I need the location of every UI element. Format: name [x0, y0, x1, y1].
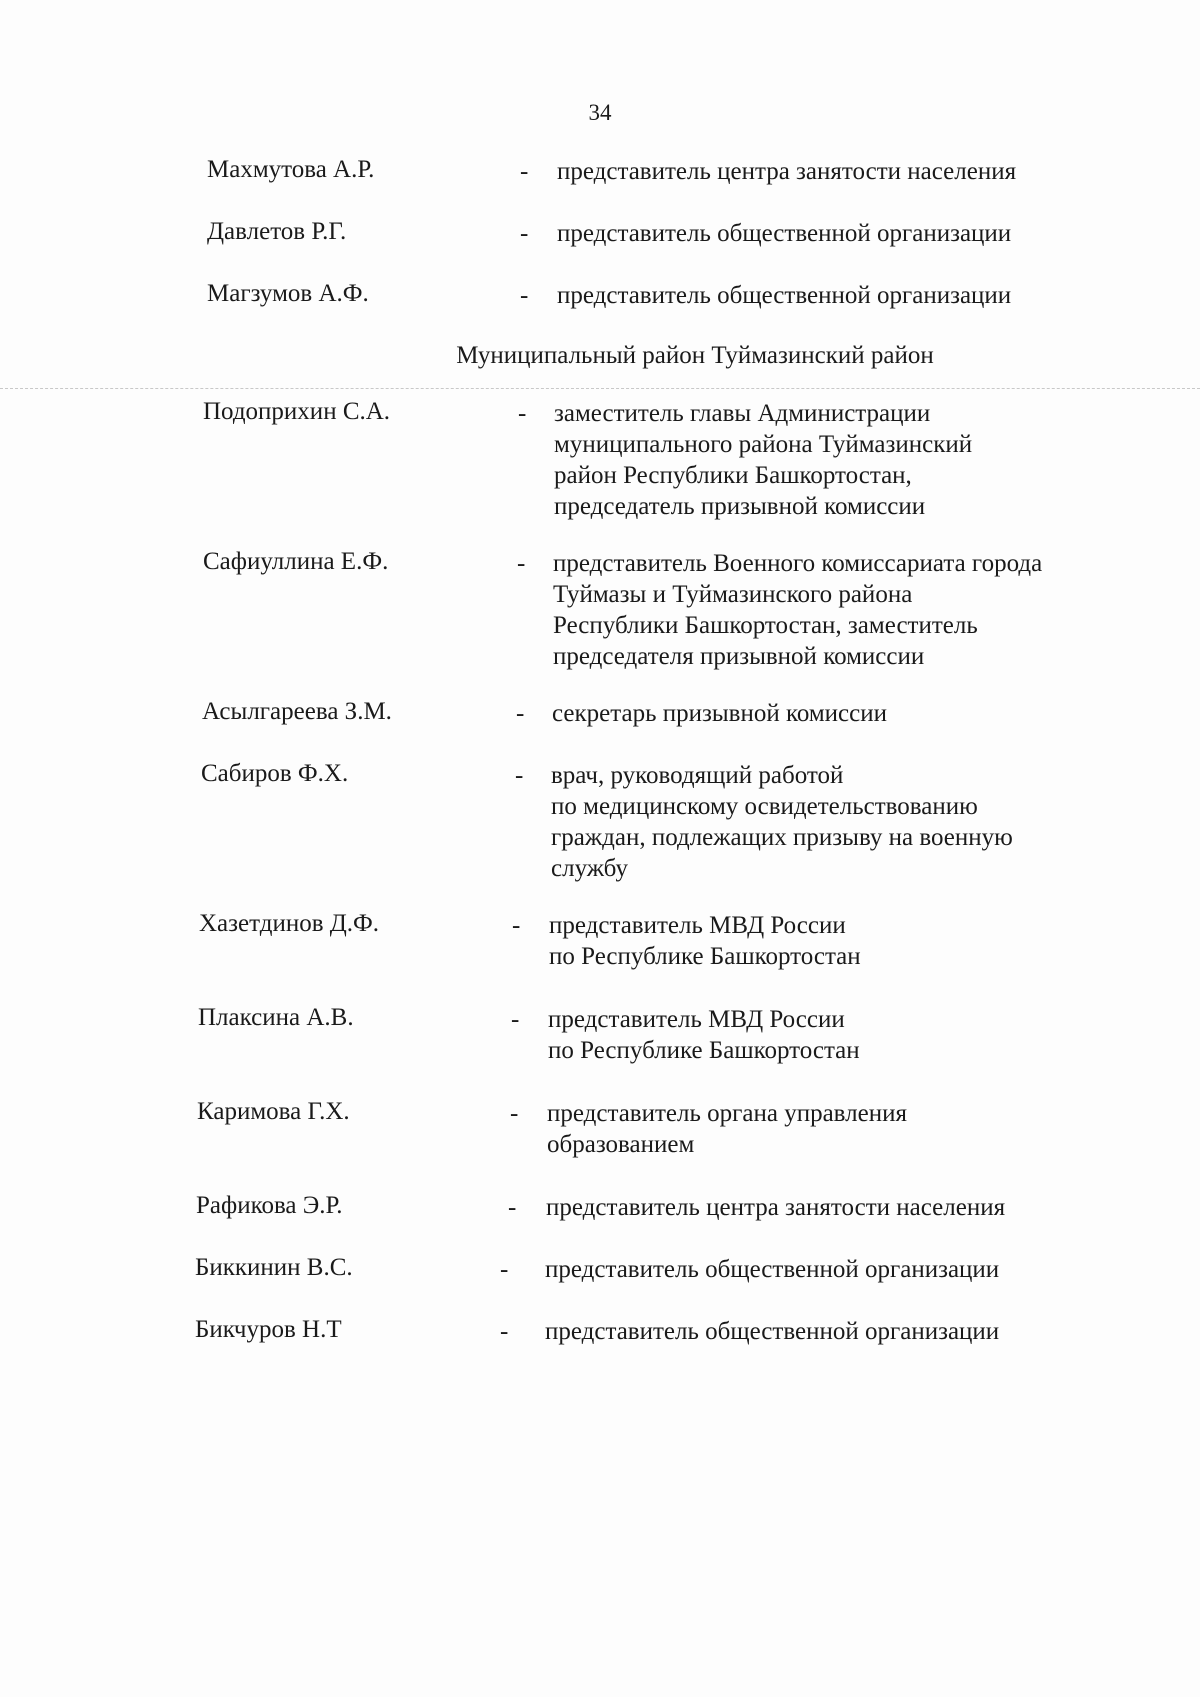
separator-dash: -: [511, 1006, 520, 1033]
member-role: представитель общественной организации: [557, 220, 1012, 247]
member-name: Подоприхин С.А.: [203, 398, 391, 425]
member-role: врач, руководящий работой по медицинскому освидетельствованию граждан, подлежащих призыву на военную службу: [551, 762, 1013, 882]
member-name: Сабиров Ф.Х.: [201, 760, 349, 787]
member-name: Сафиуллина Е.Ф.: [203, 548, 389, 575]
separator-dash: -: [520, 282, 529, 309]
separator-dash: -: [510, 1100, 519, 1127]
member-name: Плаксина А.В.: [198, 1004, 354, 1031]
separator-dash: -: [520, 220, 529, 247]
member-role: представитель центра занятости населения: [546, 1194, 1006, 1221]
member-role: представитель МВД России по Республике Башкортостан: [549, 912, 861, 970]
separator-dash: -: [500, 1318, 509, 1345]
separator-dash: -: [517, 550, 526, 577]
separator-dash: -: [500, 1256, 509, 1283]
member-role: представитель общественной организации: [545, 1256, 1000, 1283]
member-role: представитель общественной организации: [545, 1318, 1000, 1345]
page-number: 34: [588, 100, 612, 125]
member-name: Махмутова А.Р.: [207, 156, 375, 183]
member-role: представитель общественной организации: [557, 282, 1012, 309]
member-name: Хазетдинов Д.Ф.: [199, 910, 380, 937]
separator-dash: -: [516, 700, 525, 727]
member-role: секретарь призывной комиссии: [552, 700, 888, 727]
member-name: Давлетов Р.Г.: [207, 218, 347, 245]
member-name: Бикчуров Н.Т: [195, 1316, 342, 1343]
separator-dash: -: [520, 158, 529, 185]
member-name: Магзумов А.Ф.: [207, 280, 369, 307]
separator-dash: -: [518, 400, 527, 427]
member-role: представитель органа управления образованием: [547, 1100, 907, 1158]
member-role: представитель центра занятости населения: [557, 158, 1017, 185]
separator-dash: -: [515, 762, 524, 789]
scan-artifact-line: [0, 388, 1200, 389]
member-name: Биккинин В.С.: [195, 1254, 353, 1281]
member-role: представитель Военного комиссариата города Туймазы и Туймазинского района Республики Башкортостан, заместитель председателя призывной комиссии: [553, 550, 1043, 670]
separator-dash: -: [508, 1194, 517, 1221]
member-name: Каримова Г.Х.: [197, 1098, 350, 1125]
separator-dash: -: [512, 912, 521, 939]
member-role: заместитель главы Администрации муниципального района Туймазинский район Республики Башкортостан, председатель призывной комиссии: [554, 400, 973, 520]
section-heading: Муниципальный район Туймазинский район: [456, 342, 934, 369]
member-name: Асылгареева З.М.: [202, 698, 392, 725]
member-name: Рафикова Э.Р.: [196, 1192, 343, 1219]
member-role: представитель МВД России по Республике Башкортостан: [548, 1006, 860, 1064]
